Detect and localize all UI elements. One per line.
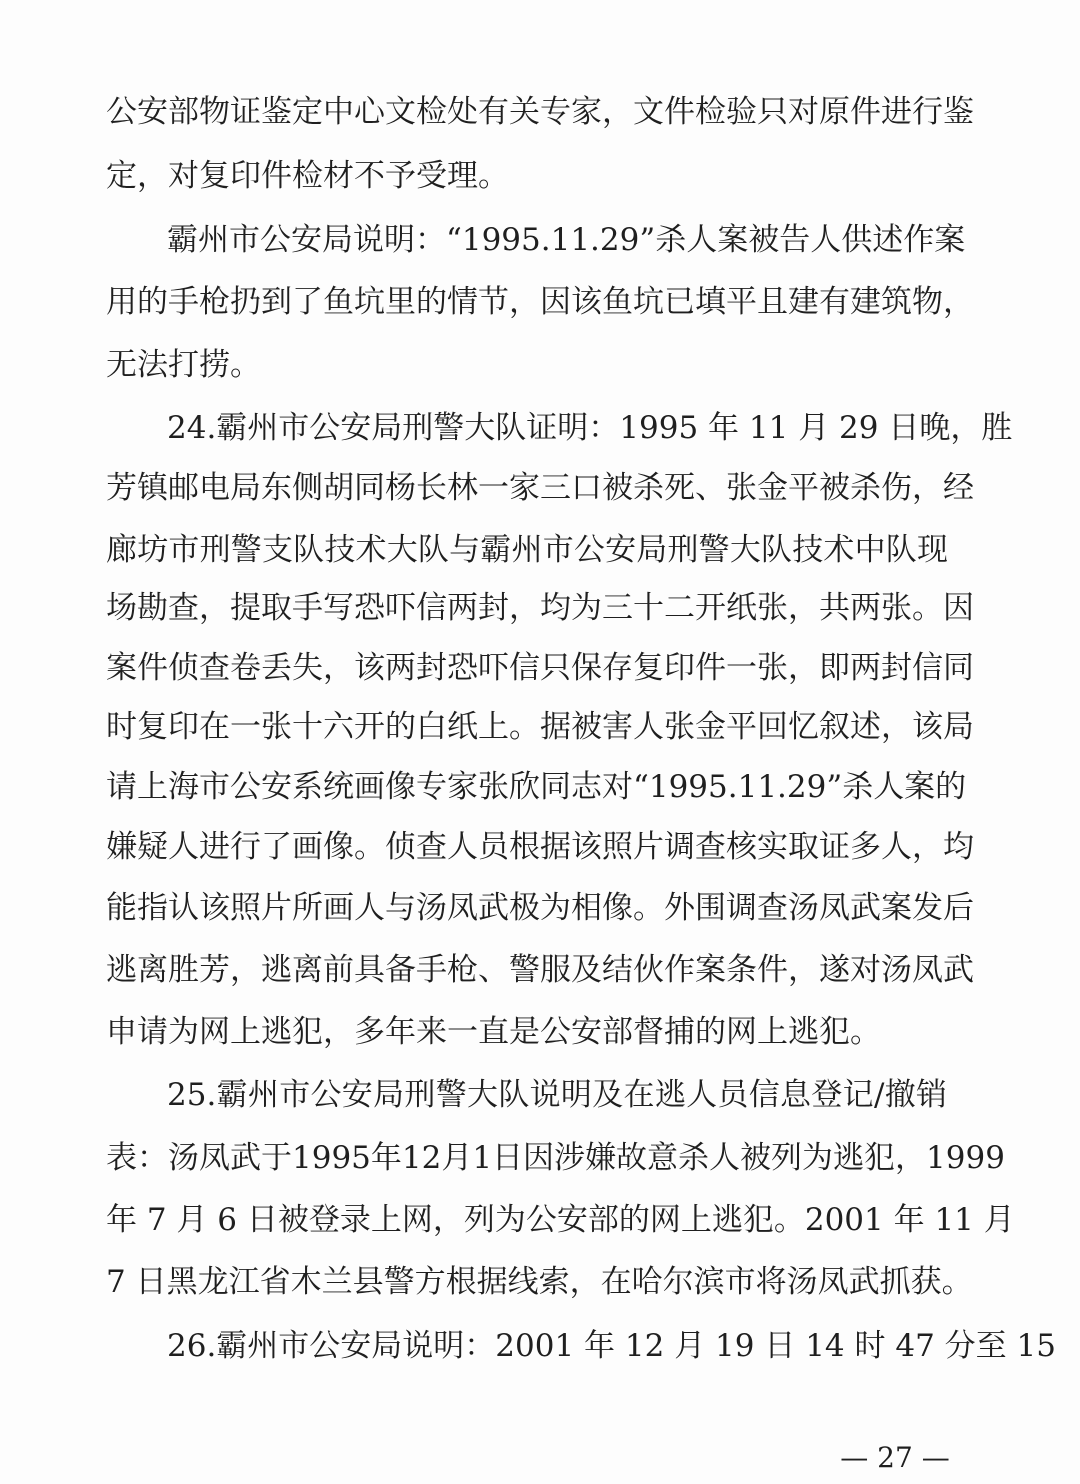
text-line <box>106 588 974 628</box>
text-line <box>106 950 974 990</box>
line-text: 芳镇邮电局东侧胡同杨长林一家三口被杀死、张金平被杀伤，经 <box>106 470 974 506</box>
text-line <box>106 1012 881 1052</box>
line-text: 年 7 月 6 日被登录上网，列为公安部的网上逃犯。2001 年 11 月 <box>106 1202 1015 1238</box>
text-line <box>106 1138 1005 1178</box>
page-number: — 27 — <box>840 1441 950 1474</box>
text-line <box>106 707 974 747</box>
line-text: 25.霸州市公安局刑警大队说明及在逃人员信息登记/撤销 <box>167 1077 947 1113</box>
text-line <box>167 1326 1056 1366</box>
text-line <box>106 888 974 928</box>
text-line <box>106 1262 973 1302</box>
text-line <box>167 220 966 260</box>
line-text: 时复印在一张十六开的白纸上。据被害人张金平回忆叙述，该局 <box>106 709 974 745</box>
line-text: 公安部物证鉴定中心文检处有关专家，文件检验只对原件进行鉴 <box>106 94 974 130</box>
text-line <box>106 92 974 132</box>
line-text: 定，对复印件检材不予受理。 <box>106 158 509 194</box>
line-text: 廊坊市刑警支队技术大队与霸州市公安局刑警大队技术中队现 <box>106 532 948 568</box>
line-text: 申请为网上逃犯，多年来一直是公安部督捕的网上逃犯。 <box>106 1014 881 1050</box>
line-text: 逃离胜芳，逃离前具备手枪、警服及结伙作案条件，遂对汤凤武 <box>106 952 974 988</box>
text-line <box>106 767 967 807</box>
line-text: 26.霸州市公安局说明：2001 年 12 月 19 日 14 时 47 分至 15 <box>167 1328 1056 1364</box>
line-text: 请上海市公安系统画像专家张欣同志对“1995.11.29”杀人案的 <box>106 769 967 805</box>
text-line <box>106 345 406 385</box>
line-text: 场勘查，提取手写恐吓信两封，均为三十二开纸张，共两张。因 <box>106 590 974 626</box>
text-line <box>106 648 974 688</box>
line-text: 7 日黑龙江省木兰县警方根据线索，在哈尔滨市将汤凤武抓获。 <box>106 1264 973 1300</box>
line-text: 案件侦查卷丢失，该两封恐吓信只保存复印件一张，即两封信同 <box>106 650 974 686</box>
text-line <box>106 827 974 867</box>
line-text: 无法打捞。 <box>106 347 261 383</box>
text-line <box>106 468 974 508</box>
text-line <box>167 1075 947 1115</box>
line-text: 用的手枪扔到了鱼坑里的情节，因该鱼坑已填平且建有建筑物， <box>106 284 974 320</box>
text-line <box>106 156 706 196</box>
text-line <box>167 408 1013 448</box>
line-text: 能指认该照片所画人与汤凤武极为相像。外围调查汤凤武案发后 <box>106 890 974 926</box>
text-line <box>106 530 948 570</box>
line-text: 霸州市公安局说明：“1995.11.29”杀人案被告人供述作案 <box>167 222 966 258</box>
text-line <box>106 1200 1015 1240</box>
line-text: 嫌疑人进行了画像。侦查人员根据该照片调查核实取证多人，均 <box>106 829 974 865</box>
line-text: 24.霸州市公安局刑警大队证明：1995 年 11 月 29 日晚，胜 <box>167 410 1013 446</box>
line-text: 表：汤凤武于1995年12月1日因涉嫌故意杀人被列为逃犯，1999 <box>106 1140 1005 1176</box>
text-line <box>106 282 974 322</box>
